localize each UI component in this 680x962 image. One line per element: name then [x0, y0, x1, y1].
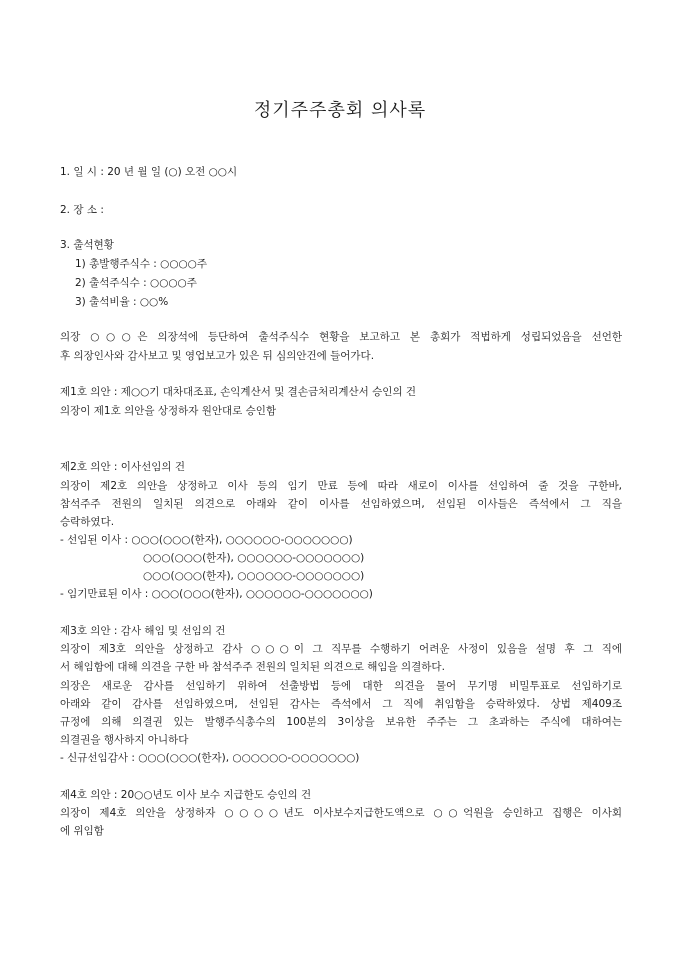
elected-director-entry: ○○○(○○○(한자), ○○○○○○-○○○○○○○): [143, 570, 365, 582]
meeting-datetime: 1. 일 시 : 20 년 월 일 (○) 오전 ○○시: [60, 166, 238, 178]
new-auditor: - 신규선임감사 : ○○○(○○○(한자), ○○○○○○-○○○○○○○): [60, 752, 360, 764]
opening-paragraph-line: 의장 ○○○은 의장석에 등단하여 출석주식수 현황을 보고하고 본 총회가 적법하게 성립되었음을 선언한: [60, 331, 622, 343]
agenda3-body-line: 의장은 새로운 감사를 선임하기 위하여 선출방법 등에 대한 의견을 물어 무기명 비밀투표로 선임하기로: [60, 680, 622, 692]
expired-director: - 임기만료된 이사 : ○○○(○○○(한자), ○○○○○○-○○○○○○○): [60, 588, 373, 600]
elected-director-entry: ○○○(○○○(한자), ○○○○○○-○○○○○○○): [143, 552, 365, 564]
agenda4-body-line: 의장이 제4호 의안을 상정하자 ○○○○년도 이사보수지급한도액으로 ○○억원을 승인하고 집행은 이사회: [60, 807, 622, 819]
agenda3-body-line: 규정에 의해 의결권 있는 발행주식총수의 100분의 3이상을 보유한 주주는 그 초과하는 주식에 대하여는: [60, 716, 622, 728]
attendance-heading: 3. 출석현황: [60, 239, 114, 251]
agenda2-body-line: 의장이 제2호 의안을 상정하고 이사 등의 임기 만료 등에 따라 새로이 이사를 선임하여 줄 것을 구한바,: [60, 480, 622, 492]
meeting-place: 2. 장 소 :: [60, 204, 104, 216]
agenda2-body-line: 참석주주 전원의 일치된 의견으로 아래와 같이 이사를 선임하였으며, 선임된 이사들은 즉석에서 그 직을: [60, 498, 622, 510]
opening-paragraph-line: 후 의장인사와 감사보고 및 영업보고가 있은 뒤 심의안건에 들어가다.: [60, 350, 375, 362]
agenda4-body-line: 에 위임함: [60, 825, 104, 837]
agenda4-title: 제4호 의안 : 20○○년도 이사 보수 지급한도 승인의 건: [60, 789, 312, 801]
agenda3-body-line: 서 해임함에 대해 의견을 구한 바 참석주주 전원의 일치된 의견으로 해임을 의결하다.: [60, 661, 445, 673]
agenda3-body-line: 의장이 제3호 의안을 상정하고 감사 ○○○이 그 직무를 수행하기 어려운 사정이 있음을 설명 후 그 직에: [60, 643, 622, 655]
agenda3-body-line: 아래와 같이 감사를 선임하였으며, 선임된 감사는 즉석에서 그 직에 취임함을 승락하였다. 상법 제409조: [60, 698, 622, 710]
attendance-ratio: 3) 출석비율 : ○○%: [75, 296, 169, 308]
elected-directors: - 선임된 이사 : ○○○(○○○(한자), ○○○○○○-○○○○○○○): [60, 534, 353, 546]
document-title: 정기주주총회 의사록: [253, 100, 427, 121]
agenda2-title: 제2호 의안 : 이사선임의 건: [60, 461, 185, 473]
attending-shares: 2) 출석주식수 : ○○○○주: [75, 277, 197, 289]
agenda1-body: 의장이 제1호 의안을 상정하자 원안대로 승인함: [60, 405, 277, 417]
agenda2-body-line: 승락하였다.: [60, 516, 115, 528]
agenda3-body-line: 의결권을 행사하지 아니하다: [60, 734, 189, 746]
total-shares: 1) 총발행주식수 : ○○○○주: [75, 258, 207, 270]
agenda1-title: 제1호 의안 : 제○○기 대차대조표, 손익계산서 및 결손금처리계산서 승인의 건: [60, 386, 417, 398]
agenda3-title: 제3호 의안 : 감사 해임 및 선임의 건: [60, 625, 226, 637]
